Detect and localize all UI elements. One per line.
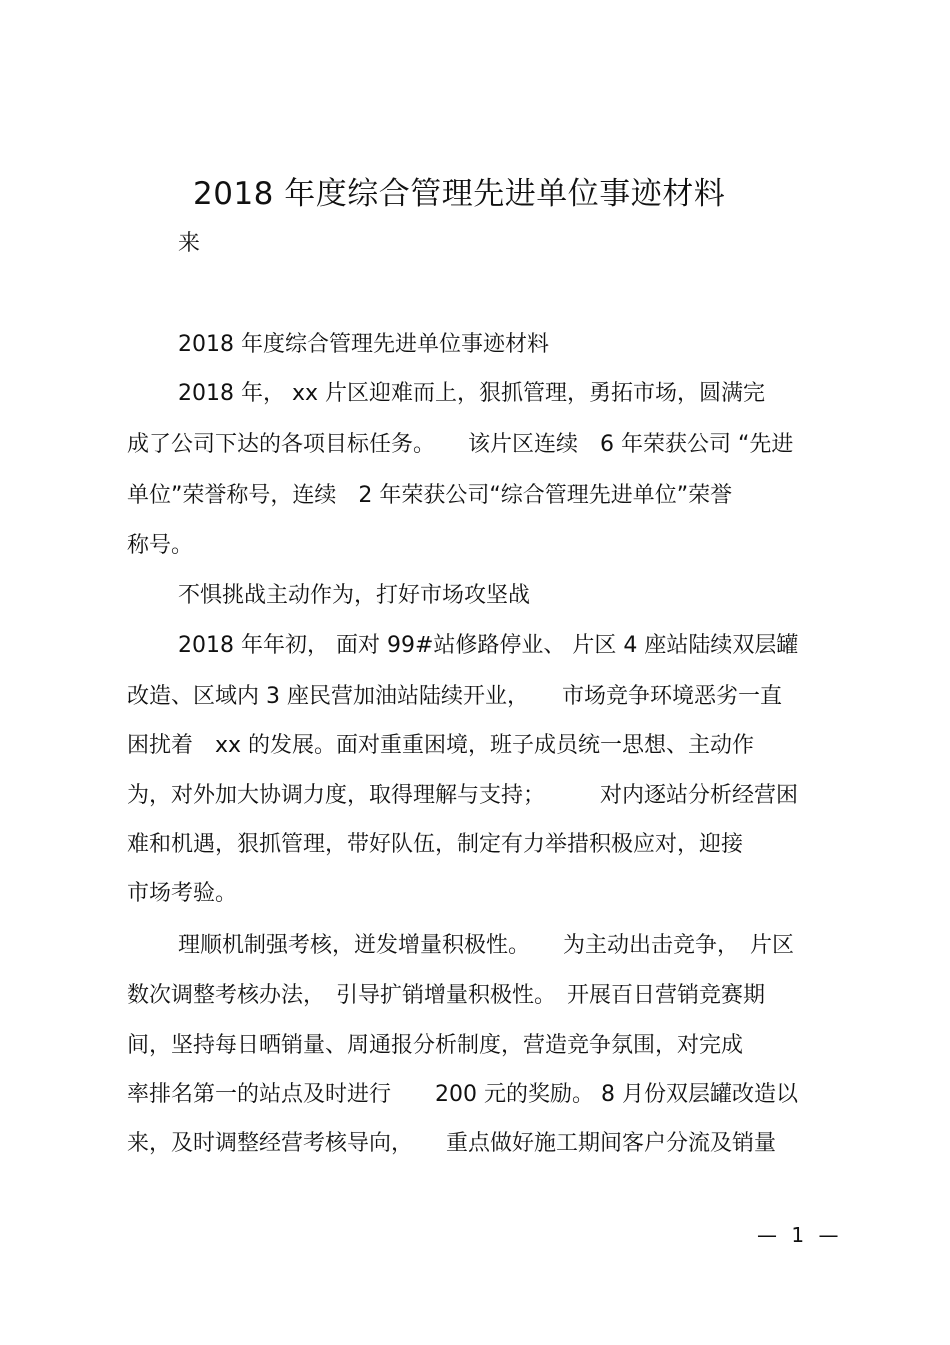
body-line: 不惧挑战主动作为，打好市场攻坚战 bbox=[178, 583, 531, 608]
body-line: 为，对外加大协调力度，取得理解与支持； 对内逐站分析经营困 bbox=[127, 783, 799, 808]
body-line: 来，及时调整经营考核导向， 重点做好施工期间客户分流及销量 bbox=[127, 1131, 777, 1156]
body-line: 2018 年， xx 片区迎难而上，狠抓管理，勇拓市场，圆满完 bbox=[178, 381, 766, 406]
body-line: 成了公司下达的各项目标任务。 该片区连续 6 年荣获公司 “先进 bbox=[127, 432, 794, 457]
body-line: 间，坚持每日晒销量、周通报分析制度，营造竞争氛围，对完成 bbox=[127, 1033, 744, 1058]
body-line: 单位”荣誉称号，连续 2 年荣获公司“综合管理先进单位”荣誉 bbox=[127, 483, 733, 508]
document-title: 2018 年度综合管理先进单位事迹材料 bbox=[193, 176, 726, 212]
body-line: 2018 年年初， 面对 99#站修路停业、 片区 4 座站陆续双层罐 bbox=[178, 633, 799, 658]
body-line: 市场考验。 bbox=[127, 881, 238, 906]
body-line: 2018 年度综合管理先进单位事迹材料 bbox=[178, 332, 549, 357]
body-line: 称号。 bbox=[127, 533, 194, 558]
body-line: 率排名第一的站点及时进行 200 元的奖励。 8 月份双层罐改造以 bbox=[127, 1082, 798, 1107]
body-line: 数次调整考核办法， 引导扩销增量积极性。 开展百日营销竞赛期 bbox=[127, 983, 766, 1008]
page-number: — 1 — bbox=[757, 1223, 843, 1247]
body-line: 改造、区域内 3 座民营加油站陆续开业， 市场竞争环境恶劣一直 bbox=[127, 684, 782, 709]
body-line: 难和机遇，狠抓管理，带好队伍，制定有力举措积极应对，迎接 bbox=[127, 832, 744, 857]
body-line: 理顺机制强考核，迸发增量积极性。 为主动出击竞争， 片区 bbox=[178, 933, 795, 958]
document-subtitle: 来 bbox=[178, 231, 201, 256]
body-line: 困扰着 xx 的发展。面对重重困境，班子成员统一思想、主动作 bbox=[127, 733, 755, 758]
